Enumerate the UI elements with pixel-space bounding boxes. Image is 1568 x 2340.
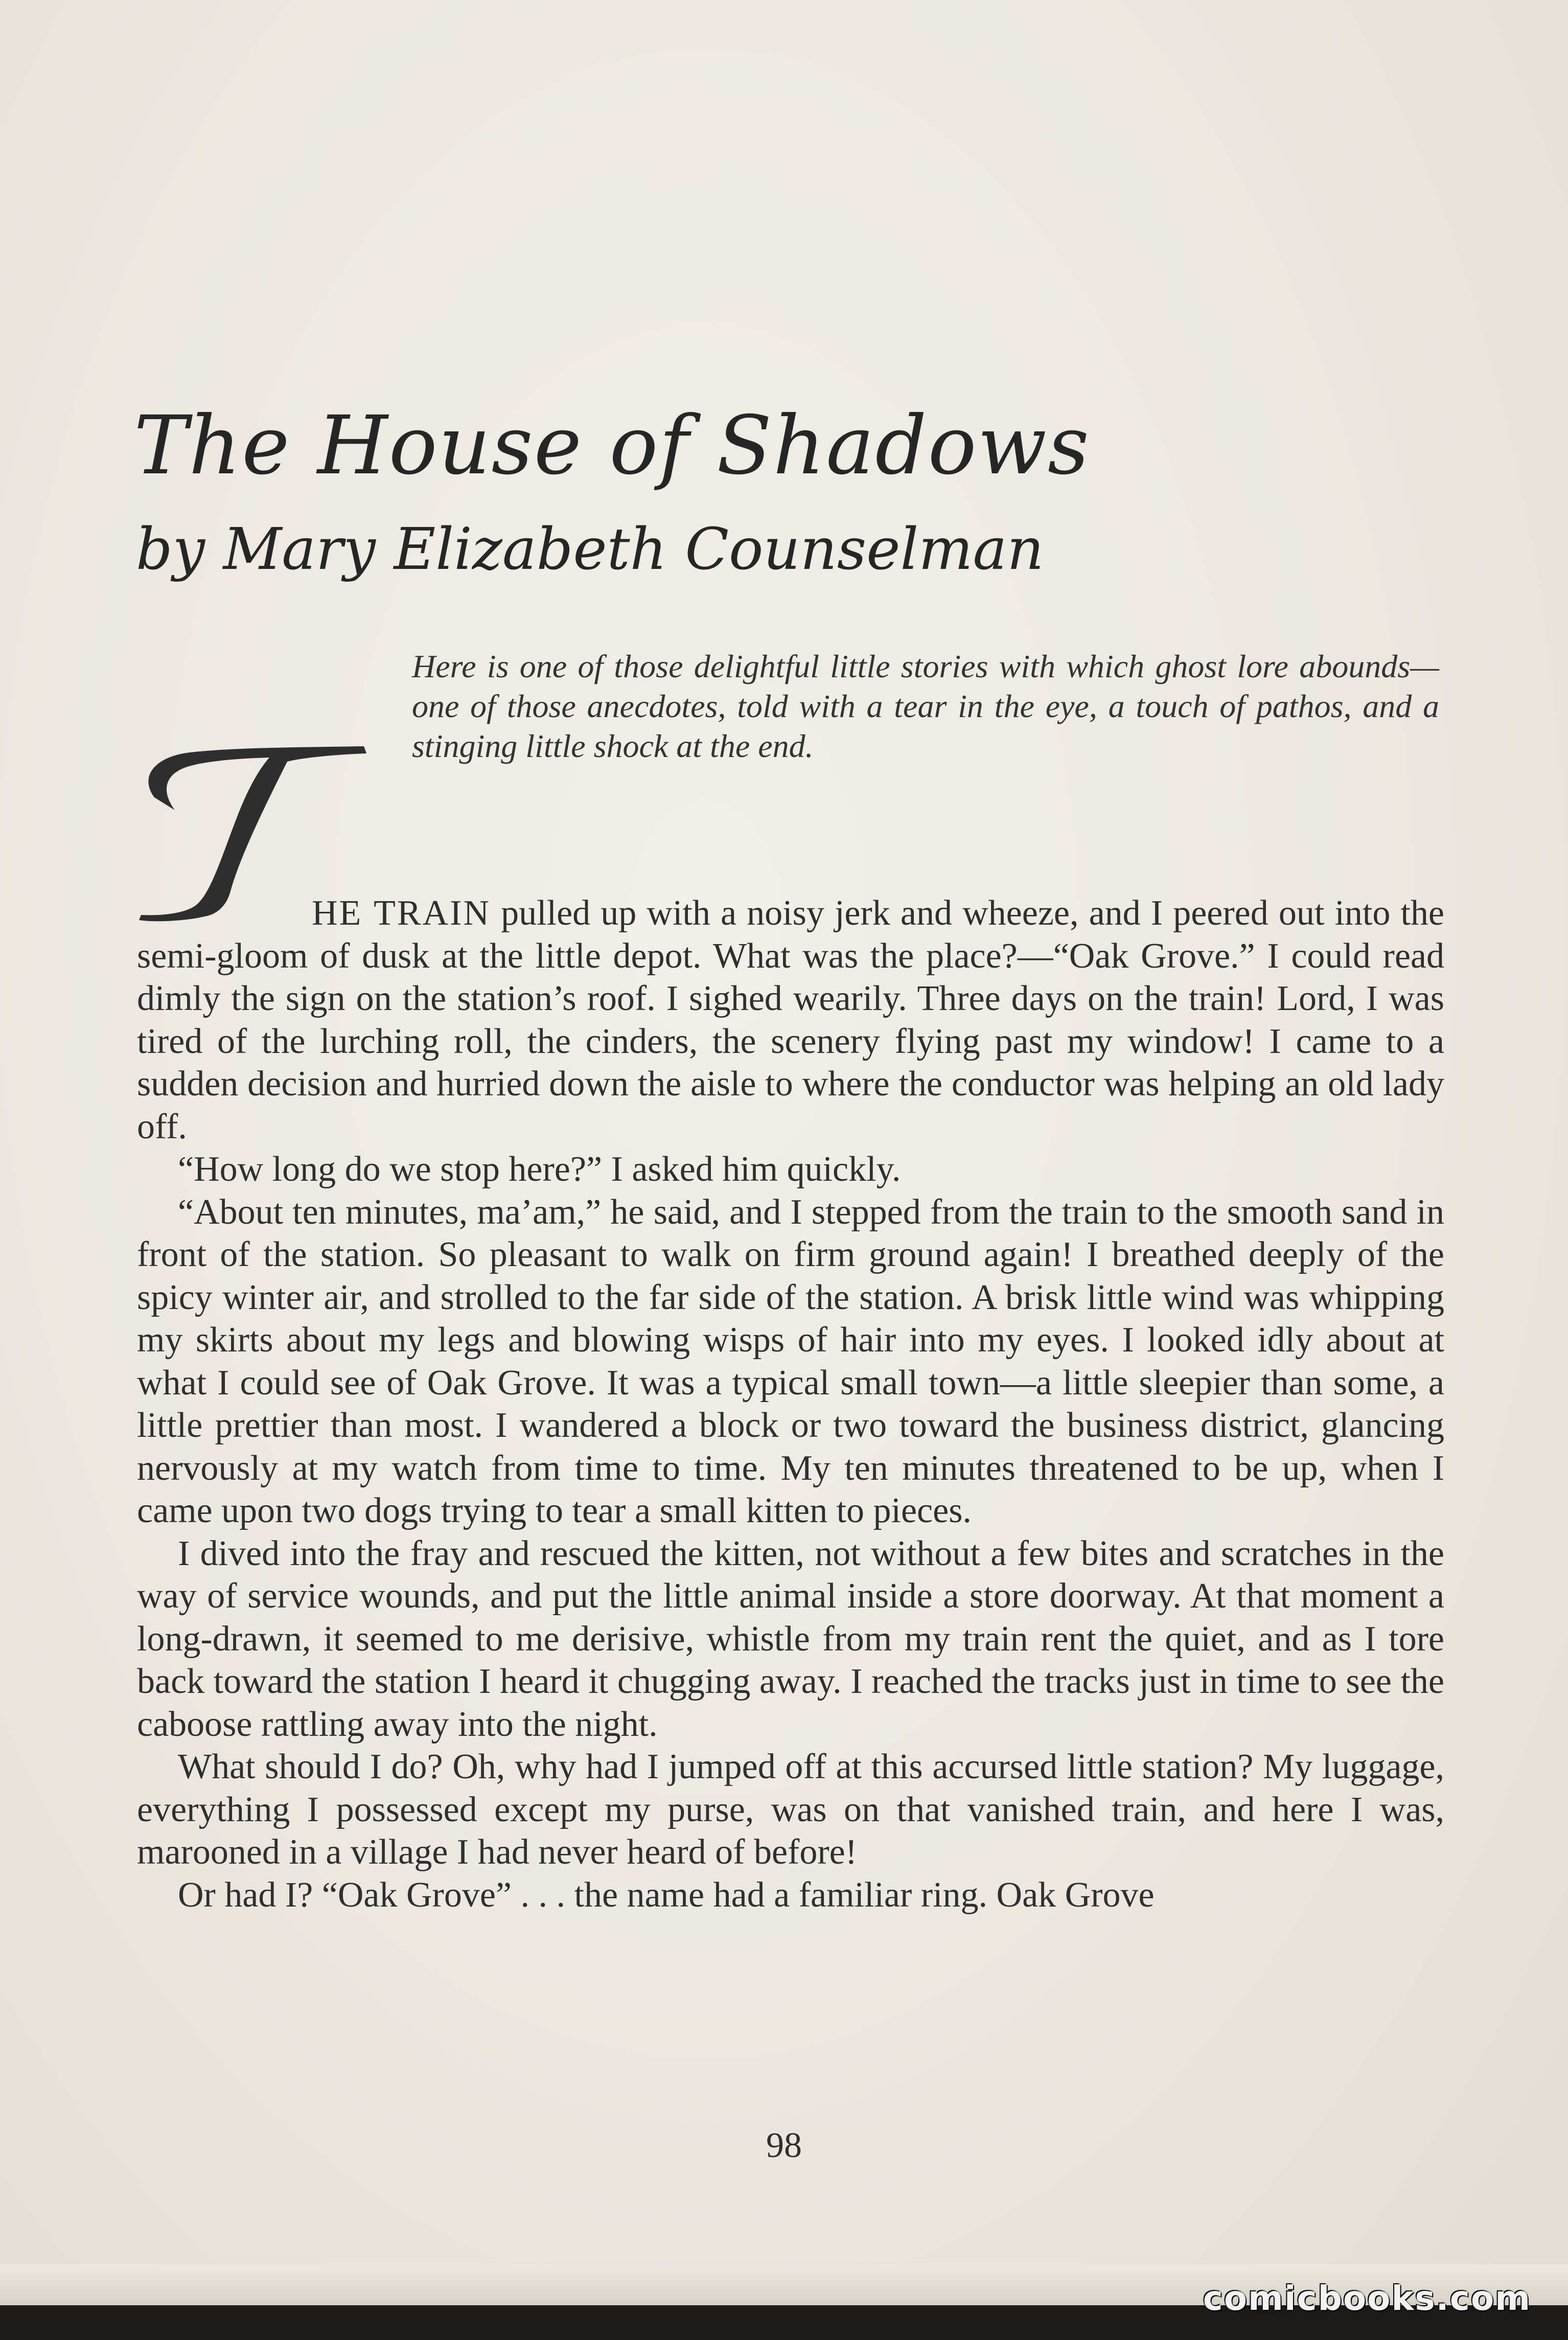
- page-number: 98: [766, 2126, 802, 2165]
- story-title: The House of Shadows: [134, 399, 1090, 493]
- story-body: [137, 892, 1444, 1916]
- paragraph-4: I dived into the fray and rescued the kitten, not without a few bites and scratches in the way of service wounds, and put the little animal inside a store doorway. At that moment a long-drawn, it seemed to me derisive, whistle from my train rent the quiet, and as I tore back toward the station I heard it chugging away. I reached the tracks just in time to see the caboose rattling away into the night.: [137, 1533, 1444, 1744]
- paragraph-5: What should I do? Oh, why had I jumped off at this accursed little station? My luggage, everything I possessed except my purse, was on that vanished train, and here I was, marooned in a village I had never heard of before!: [137, 1747, 1444, 1872]
- site-watermark: comicbooks.com: [1203, 2279, 1531, 2318]
- paragraph-1: [137, 892, 1444, 1148]
- story-intro: Here is one of those delightful little stories with which ghost lore abounds—one of those anecdotes, told with a tear in the eye, a touch of pathos, and a stinging little shock at the end.: [412, 648, 1439, 764]
- paragraph-3: “About ten minutes, ma’am,” he said, and I stepped from the train to the smooth sand in front of the station. So pleasant to walk on firm ground again! I breathed deeply of the spicy winter air, and strolled to the far side of the station. A brisk little wind was whipping my skirts about my legs and blowing wisps of hair into my eyes. I looked idly about at what I could see of Oak Grove. It was a typical small town—a little sleepier than some, a little prettier than most. I wandered a block or two toward the business district, glancing nervously at my watch from time to time. My ten minutes threatened to be up, when I came upon two dogs trying to tear a small kitten to pieces.: [137, 1192, 1444, 1530]
- opening-words: HE TRAIN: [312, 893, 491, 933]
- paragraph-2: “How long do we stop here?” I asked him quickly.: [178, 1150, 901, 1189]
- story-byline: by Mary Elizabeth Counselman: [136, 516, 1044, 583]
- paragraph-1-text: pulled up with a noisy jerk and wheeze, and I peered out into the semi-gloom of dusk at the little depot. What was the place?—“Oak Grove.” I could read dimly the sign on the station’s roof. I sighed wearily. Three days on the train! Lord, I was tired of the lurching roll, the cinders, the scenery flying past my window! I came to a sudden decision and hurried down the aisle to where the conductor was helping an old lady off.: [137, 893, 1444, 1146]
- paragraph-6: Or had I? “Oak Grove” . . . the name had a familiar ring. Oak Grove: [178, 1875, 1155, 1915]
